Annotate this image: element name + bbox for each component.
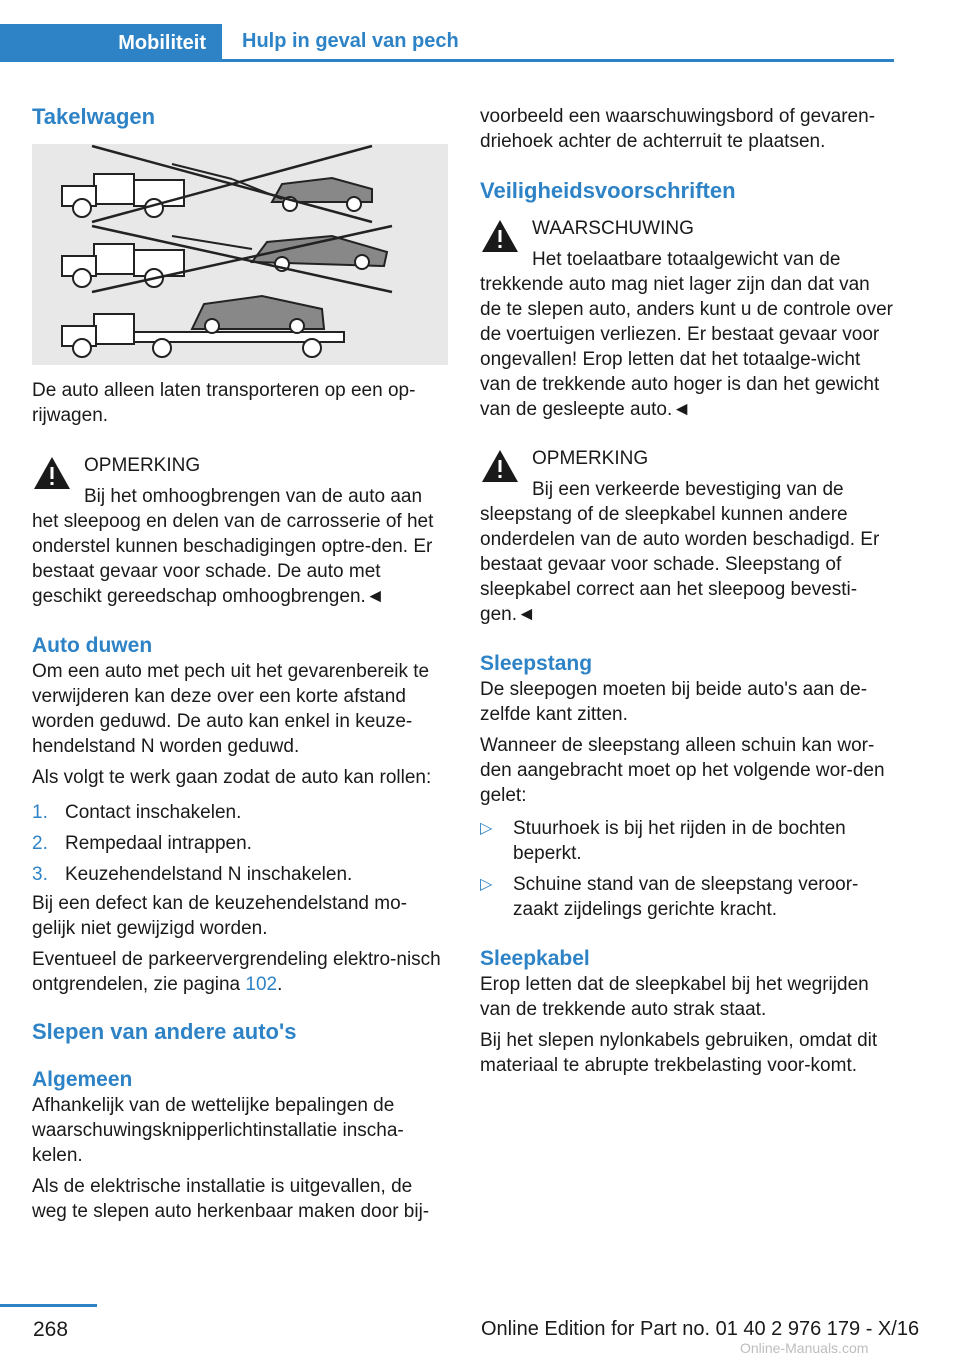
warning-triangle-icon [32,455,72,491]
note-1-label: OPMERKING [84,455,201,476]
truck-1-cab [94,174,134,204]
bullet-text: Schuine stand van de sleepstang veroor-zaakt zijdelings gerichte kracht. [513,874,859,920]
duwen-text-2: Als volgt te werk gaan zodat de auto kan rollen: [32,767,432,788]
step-number: 1. [32,802,48,823]
tow-truck-illustration [32,144,448,365]
truck-2-wheel-front [73,269,91,287]
sleepkabel-text-1: Erop letten dat de sleepkabel bij het wegrijden van de trekkende auto strak staat. [480,974,869,1020]
truck-3-wheel-rear [303,339,321,357]
bullet-item [480,816,896,866]
car-3-wheel-b [290,319,304,333]
watermark: Online-Manuals.com [740,1340,869,1356]
note-2 [480,446,896,627]
note-1 [32,453,448,609]
transport-text: De auto alleen laten transporteren op een op-rijwagen. [32,380,416,426]
note-2-text: Bij een verkeerde bevestiging van de sleepstang of de sleepkabel kunnen andere onderdelen van de auto worden beschadigd. Er bestaat gevaar voor schade. Sleepstang of sleepkabel correct aan het sleepoog bevesti-gen.◄ [480,479,880,625]
step-text: Keuzehendelstand N inschakelen. [65,864,353,885]
heading-sleepstang: Sleepstang [480,652,593,675]
heading-slepen: Slepen van andere auto's [32,1019,297,1044]
defect-text: Bij een defect kan de keuzehendelstand mo-gelijk niet gewijzigd worden. [32,893,407,939]
page-link[interactable]: 102 [245,974,278,995]
steps-list [32,800,448,887]
warning-triangle-icon [480,218,520,254]
step-text: Contact inschakelen. [65,802,242,823]
eventueel-text-body: Eventueel de parkeervergrendeling elektro-nisch ontgrendelen, zie pagina [32,949,441,995]
warning-text: Het toelaatbare totaalgewicht van de trekkende auto mag niet lager zijn dan dat van de te slepen auto, anders kunt u de controle over de voertuigen verliezen. Er bestaat gevaar voor ongevallen! Erop letten dat het totaalge-wicht van de trekkende auto hoger is dan het gewicht van de gesleepte auto.◄ [480,249,893,420]
bullet-item [480,872,896,922]
heading-sleepkabel: Sleepkabel [480,947,590,970]
warning-label: WAARSCHUWING [532,218,694,239]
truck-1-wheel-front [73,199,91,217]
warning-block [480,216,896,422]
heading-algemeen: Algemeen [32,1068,133,1091]
truck-3-cab [94,314,134,344]
eventueel-period: . [277,974,283,995]
eventueel-text [32,947,448,997]
section-tab[interactable]: Mobiliteit [0,24,222,62]
note-1-text: Bij het omhoogbrengen van de auto aan het sleepoog en delen van de carrosserie of het onderstel kunnen beschadigingen optre-den. Er bestaat gevaar voor schade. De auto met geschikt gereedschap omhoogbrengen.◄ [32,486,434,607]
note-2-label: OPMERKING [532,448,649,469]
car-2-wheel-b [355,255,369,269]
page-number: 268 [33,1318,69,1341]
triangle-bullet-icon: ▷ [480,820,493,837]
heading-veiligheid: Veiligheidsvoorschriften [480,178,736,203]
algemeen-text-1: Afhankelijk van de wettelijke bepalingen de waarschuwingsknipperlichtinstallatie inscha-kelen. [32,1095,404,1166]
header-bar [0,24,894,62]
warning-triangle-icon [480,448,520,484]
step-item [32,862,448,887]
continuation-text: voorbeeld een waarschuwingsbord of gevaren-driehoek achter de achterruit te plaatsen. [480,106,876,152]
heading-takelwagen: Takelwagen [32,104,156,129]
step-item [32,831,448,856]
algemeen-text-2: Als de elektrische installatie is uitgevallen, de weg te slepen auto herkenbaar maken door bij- [32,1176,430,1222]
bullet-text: Stuurhoek is bij het rijden in de bochten beperkt. [513,818,846,864]
edition-text: Online Edition for Part no. 01 40 2 976 179 - X/16 [481,1318,920,1340]
step-text: Rempedaal intrappen. [65,833,252,854]
left-content [32,378,448,1224]
heading-auto-duwen: Auto duwen [32,634,153,657]
right-column [480,104,896,1078]
step-item [32,800,448,825]
truck-2-cab [94,244,134,274]
duwen-text-1: Om een auto met pech uit het gevarenbereik te verwijderen kan deze over een korte afstand worden geduwd. De auto kan enkel in keuze-hendelstand N worden geduwd. [32,661,430,757]
truck-3-wheel-front [73,339,91,357]
sleepstang-text-1: De sleepogen moeten bij beide auto's aan de-zelfde kant zitten. [480,679,868,725]
chapter-tab[interactable]: Hulp in geval van pech [222,24,894,62]
sleepkabel-text-2: Bij het slepen nylonkabels gebruiken, omdat dit materiaal te abrupte trekbelasting voor-komt. [480,1030,878,1076]
footer-accent-line [0,1304,97,1307]
step-number: 2. [32,833,48,854]
step-number: 3. [32,864,48,885]
sleepstang-text-2: Wanneer de sleepstang alleen schuin kan wor-den aangebracht moet op het volgende wor-den gelet: [480,735,885,806]
truck-3-wheel-mid [153,339,171,357]
sleepstang-bullets [480,816,896,922]
car-1-wheel-b [347,197,361,211]
tow-truck-figure [32,144,448,365]
car-3-wheel-a [205,319,219,333]
triangle-bullet-icon: ▷ [480,876,493,893]
